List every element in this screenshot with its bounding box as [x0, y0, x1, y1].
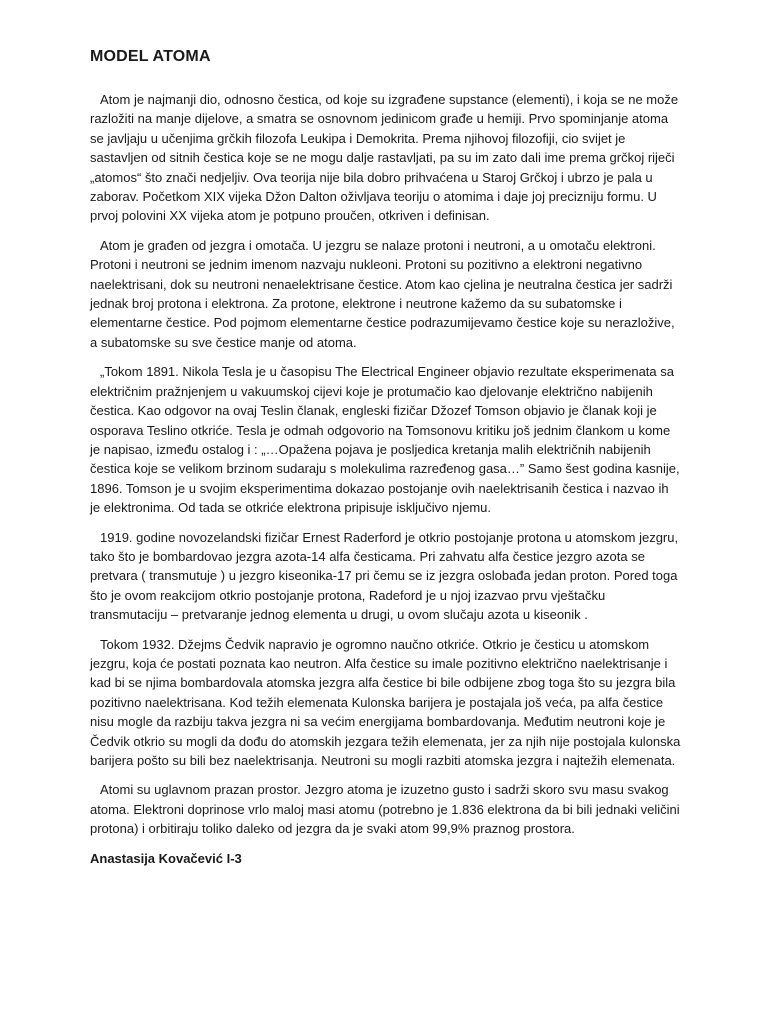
paragraph-structure: Atom je građen od jezgra i omotača. U jezgru se nalaze protoni i neutroni, a u omotaču elektroni. Protoni i neutroni se jednim imenom nazvaju nukleoni. Protoni su pozitivno a elektroni negativno naelektrisani, dok su neutroni nenaelektrisane čestice. Atom kao cjelina je neutralna čestica jer sadrži jednak broj protona i elektrona. Za protone, elektrone i neutrone kažemo da su subatomske i elementarne čestice. Pod pojmom elementarne čestice podrazumijevamo čestice koje su nerazložive, a subatomske su sve čestice manje od atoma. — [90, 237, 675, 350]
paragraph-empty-space: Atomi su uglavnom prazan prostor. Jezgro atoma je izuzetno gusto i sadrži skoro svu masu svakog atoma. Elektroni doprinose vrlo maloj masi atomu (potrebno je 1.836 elektrona da bi bili jednaki veličini protona) i orbitiraju toliko daleko od jezgra da je svaki atom 99,9% praznog prostora. — [90, 782, 680, 837]
paragraph-intro: Atom je najmanji dio, odnosno čestica, od koje su izgrađene supstance (elementi), i koja se ne može razložiti na manje dijelove, a smatra se osnovnom jedinicom građe u hemiji. Prvo spominjanje atoma se javljaju u učenjima grčkih filozofa Leukipa i Demokrita. Prema njihovoj filozofiji, cio svijet je sastavljen od sitnih čestica koje se ne mogu dalje rastavljati, pa su im zato dali ime prema grčkoj riječi „atomos“ što znači nedjeljiv. Ova teorija nije bila dobro prihvaćena u Staroj Grčkoj i ubrzo je pala u zaborav. Početkom XIX vijeka Džon Dalton oživljava teoriju o atomima i daje joj precizniju formu. U prvoj polovini XX vijeka atom je potpuno proučen, otkriven i definisan. — [90, 92, 679, 224]
author-signature: Anastasija Kovačević I-3 — [90, 850, 242, 866]
paragraph-tesla: „Tokom 1891. Nikola Tesla je u časopisu The Electrical Engineer objavio rezultate eksperimenata sa električnim pražnjenjem u vakuumskoj cijevi koje je protumačio kao djelovanje električno nabijenih čestica. Kao odgovor na ovaj Teslin članak, engleski fizičar Džozef Tomson objavio je članak koji je osporava Teslino otkriće. Tesla je odmah odgovorio na Tomsonovu kritiku još jednim člankom u kome je napisao, između ostalog i : „…Opažena pojava je posljedica kretanja malih električnih nabijenih čestica koje se velikom brzinom sudaraju s molekulima razređenog gasa…” Samo šest godina kasnije, 1896. Tomson je u svojim eksperimentima dokazao postojanje ovih naelektrisanih čestica i nazvao ih je elektronima. Od tada se otkriće elektrona pripisuje isključivo njemu. — [90, 364, 680, 516]
paragraph-rutherford: 1919. godine novozelandski fizičar Ernest Raderford je otkrio postojanje protona u atomskom jezgru, tako što je bombardovao jezgra azota-14 alfa česticama. Pri zahvatu alfa čestice jezgro azota se pretvara ( transmutuje ) u jezgro kiseonika-17 pri čemu se iz jezgra oslobađa jedan proton. Pored toga što je ovom reakcijom otkrio postojanje protona, Radeford je u njoj izazvao prvu vještačku transmutaciju – pretvaranje jednog elementa u drugi, u ovom slučaju azota u kiseonik . — [90, 529, 679, 623]
paragraph-chadwick: Tokom 1932. Džejms Čedvik napravio je ogromno naučno otkriće. Otkrio je česticu u atomskom jezgru, koja će postati poznata kao neutron. Alfa čestice su imale pozitivno električno naelektrisanje i kad bi se njima bombardovala atomska jezgra alfa čestice bi bile odbijene zbog toga što su jezgra bila pozitivno naelektrisana. Kod težih elemenata Kulonska barijera je postajala još veća, pa alfa čestice nisu mogle da razbiju takva jezgra ni sa većim energijama bombardovanja. Međutim neutroni koje je Čedvik otkrio su mogli da dođu do atomskih jezgara težih elemenata, jer za njih nije postojala kulonska barijera pošto su bili bez naelektrisanja. Neutroni su mogli razbiti atomska jezgra i najtežih elemenata. — [90, 636, 681, 768]
document-page — [90, 46, 682, 868]
document-title: MODEL ATOMA — [90, 48, 211, 65]
